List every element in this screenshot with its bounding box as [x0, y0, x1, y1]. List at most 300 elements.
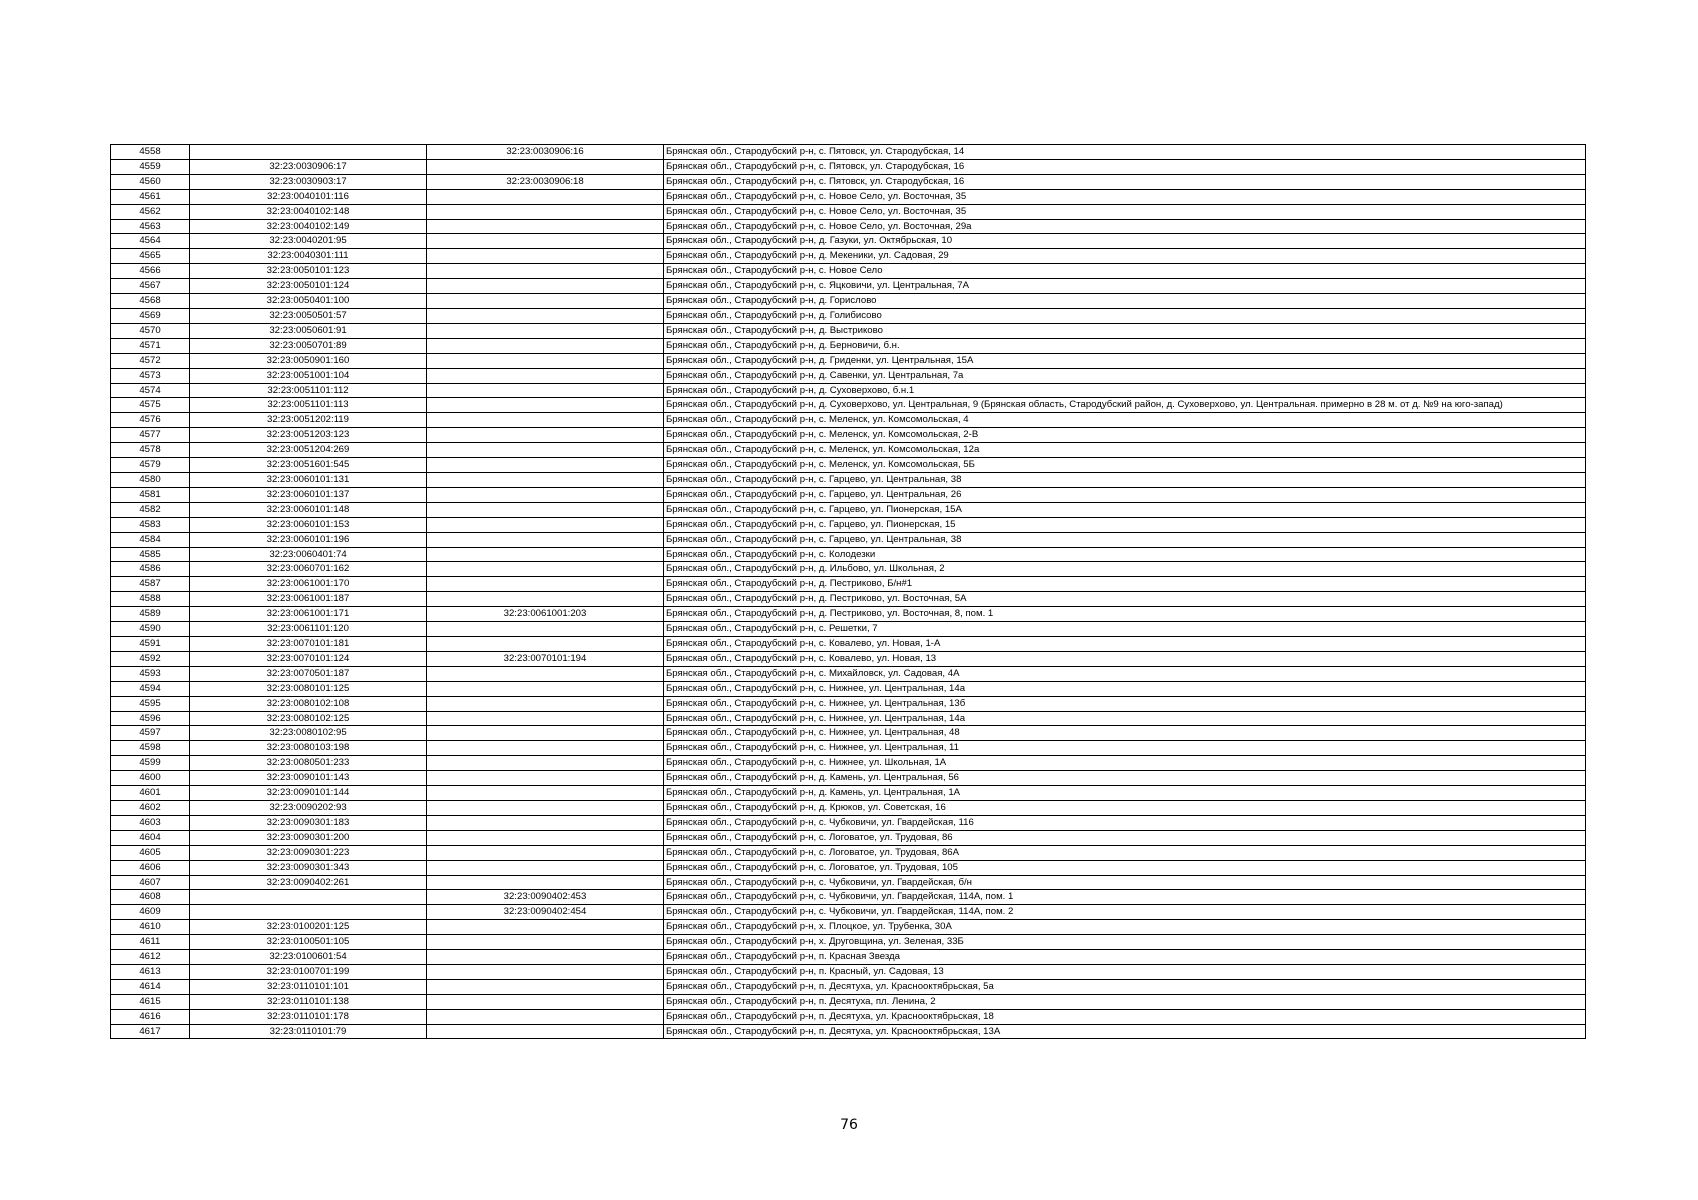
cadastral-number-cell: 32:23:0050601:91: [190, 323, 427, 338]
address-cell: Брянская обл., Стародубский р-н, с. Михайловск, ул. Садовая, 4А: [664, 666, 1586, 681]
table-row: [111, 950, 1586, 965]
row-number-cell: 4577: [111, 428, 190, 443]
row-number-cell: 4589: [111, 607, 190, 622]
row-number-cell: 4600: [111, 771, 190, 786]
cadastral-number-cell: 32:23:0061101:120: [190, 622, 427, 637]
row-number-cell: 4603: [111, 815, 190, 830]
cadastral-number-2-cell: 32:23:0061001:203: [427, 607, 664, 622]
cadastral-number-cell: 32:23:0051202:119: [190, 413, 427, 428]
address-cell: Брянская обл., Стародубский р-н, с. Нижнее, ул. Центральная, 14а: [664, 711, 1586, 726]
cadastral-number-2-cell: [427, 532, 664, 547]
cadastral-number-cell: 32:23:0070501:187: [190, 666, 427, 681]
registry-table-body: [111, 145, 1586, 1039]
row-number-cell: 4602: [111, 800, 190, 815]
row-number-cell: 4563: [111, 219, 190, 234]
cadastral-number-cell: 32:23:0051204:269: [190, 443, 427, 458]
table-row: [111, 443, 1586, 458]
table-row: [111, 353, 1586, 368]
cadastral-number-2-cell: 32:23:0090402:454: [427, 905, 664, 920]
row-number-cell: 4574: [111, 383, 190, 398]
row-number-cell: 4616: [111, 1009, 190, 1024]
row-number-cell: 4566: [111, 264, 190, 279]
table-row: [111, 1024, 1586, 1039]
address-cell: Брянская обл., Стародубский р-н, д. Пестриково, Б/н#1: [664, 577, 1586, 592]
cadastral-number-cell: [190, 905, 427, 920]
table-row: [111, 204, 1586, 219]
address-cell: Брянская обл., Стародубский р-н, д. Мекеники, ул. Садовая, 29: [664, 249, 1586, 264]
cadastral-number-2-cell: [427, 592, 664, 607]
cadastral-number-cell: 32:23:0080101:125: [190, 681, 427, 696]
row-number-cell: 4608: [111, 890, 190, 905]
table-row: [111, 681, 1586, 696]
cadastral-number-2-cell: [427, 473, 664, 488]
row-number-cell: 4609: [111, 905, 190, 920]
cadastral-number-cell: 32:23:0080501:233: [190, 756, 427, 771]
address-cell: Брянская обл., Стародубский р-н, д. Горислово: [664, 294, 1586, 309]
address-cell: Брянская обл., Стародубский р-н, п. Десятуха, пл. Ленина, 2: [664, 994, 1586, 1009]
table-row: [111, 517, 1586, 532]
registry-table: [110, 144, 1586, 1039]
row-number-cell: 4599: [111, 756, 190, 771]
cadastral-number-2-cell: [427, 681, 664, 696]
row-number-cell: 4582: [111, 502, 190, 517]
address-cell: Брянская обл., Стародубский р-н, с. Ковалево, ул. Новая, 1-А: [664, 637, 1586, 652]
table-row: [111, 994, 1586, 1009]
address-cell: Брянская обл., Стародубский р-н, с. Нижнее, ул. Центральная, 11: [664, 741, 1586, 756]
address-cell: Брянская обл., Стародубский р-н, с. Чубковичи, ул. Гвардейская, б/н: [664, 875, 1586, 890]
cadastral-number-2-cell: [427, 562, 664, 577]
cadastral-number-cell: 32:23:0080103:198: [190, 741, 427, 756]
cadastral-number-2-cell: [427, 786, 664, 801]
row-number-cell: 4564: [111, 234, 190, 249]
table-row: [111, 368, 1586, 383]
address-cell: Брянская обл., Стародубский р-н, с. Гарцево, ул. Пионерская, 15А: [664, 502, 1586, 517]
cadastral-number-2-cell: [427, 800, 664, 815]
row-number-cell: 4575: [111, 398, 190, 413]
table-row: [111, 622, 1586, 637]
table-row: [111, 398, 1586, 413]
cadastral-number-cell: 32:23:0050401:100: [190, 294, 427, 309]
cadastral-number-cell: 32:23:0100501:105: [190, 935, 427, 950]
row-number-cell: 4568: [111, 294, 190, 309]
page-number: 76: [840, 1117, 858, 1133]
cadastral-number-cell: 32:23:0040102:149: [190, 219, 427, 234]
address-cell: Брянская обл., Стародубский р-н, п. Красная Звезда: [664, 950, 1586, 965]
row-number-cell: 4612: [111, 950, 190, 965]
cadastral-number-2-cell: [427, 264, 664, 279]
cadastral-number-2-cell: [427, 920, 664, 935]
address-cell: Брянская обл., Стародубский р-н, д. Камень, ул. Центральная, 56: [664, 771, 1586, 786]
cadastral-number-cell: 32:23:0100201:125: [190, 920, 427, 935]
cadastral-number-2-cell: [427, 502, 664, 517]
cadastral-number-cell: 32:23:0070101:181: [190, 637, 427, 652]
cadastral-number-2-cell: [427, 159, 664, 174]
cadastral-number-cell: 32:23:0040101:116: [190, 189, 427, 204]
cadastral-number-2-cell: [427, 368, 664, 383]
cadastral-number-cell: 32:23:0090301:343: [190, 860, 427, 875]
table-row: [111, 771, 1586, 786]
table-row: [111, 696, 1586, 711]
cadastral-number-cell: 32:23:0050101:124: [190, 279, 427, 294]
row-number-cell: 4559: [111, 159, 190, 174]
cadastral-number-2-cell: [427, 428, 664, 443]
cadastral-number-2-cell: [427, 741, 664, 756]
row-number-cell: 4579: [111, 458, 190, 473]
cadastral-number-2-cell: [427, 994, 664, 1009]
address-cell: Брянская обл., Стародубский р-н, с. Нижнее, ул. Центральная, 48: [664, 726, 1586, 741]
table-row: [111, 413, 1586, 428]
address-cell: Брянская обл., Стародубский р-н, с. Пятовск, ул. Стародубская, 16: [664, 174, 1586, 189]
address-cell: Брянская обл., Стародубский р-н, с. Чубковичи, ул. Гвардейская, 114А, пом. 1: [664, 890, 1586, 905]
row-number-cell: 4597: [111, 726, 190, 741]
row-number-cell: 4558: [111, 145, 190, 160]
table-row: [111, 726, 1586, 741]
address-cell: Брянская обл., Стародубский р-н, с. Новое Село, ул. Восточная, 35: [664, 189, 1586, 204]
cadastral-number-2-cell: [427, 950, 664, 965]
table-row: [111, 905, 1586, 920]
cadastral-number-cell: 32:23:0051203:123: [190, 428, 427, 443]
address-cell: Брянская обл., Стародубский р-н, п. Десятуха, ул. Краснооктябрьская, 5а: [664, 979, 1586, 994]
row-number-cell: 4569: [111, 308, 190, 323]
cadastral-number-cell: 32:23:0061001:171: [190, 607, 427, 622]
address-cell: Брянская обл., Стародубский р-н, п. Десятуха, ул. Краснооктябрьская, 18: [664, 1009, 1586, 1024]
row-number-cell: 4584: [111, 532, 190, 547]
cadastral-number-2-cell: [427, 726, 664, 741]
cadastral-number-cell: 32:23:0040201:95: [190, 234, 427, 249]
cadastral-number-2-cell: [427, 308, 664, 323]
cadastral-number-cell: 32:23:0070101:124: [190, 651, 427, 666]
table-row: [111, 607, 1586, 622]
address-cell: Брянская обл., Стародубский р-н, с. Меленск, ул. Комсомольская, 4: [664, 413, 1586, 428]
table-row: [111, 815, 1586, 830]
table-row: [111, 830, 1586, 845]
table-row: [111, 279, 1586, 294]
address-cell: Брянская обл., Стародубский р-н, с. Меленск, ул. Комсомольская, 5Б: [664, 458, 1586, 473]
cadastral-number-2-cell: [427, 964, 664, 979]
cadastral-number-cell: 32:23:0090301:183: [190, 815, 427, 830]
address-cell: Брянская обл., Стародубский р-н, д. Пестриково, ул. Восточная, 8, пом. 1: [664, 607, 1586, 622]
row-number-cell: 4570: [111, 323, 190, 338]
table-row: [111, 920, 1586, 935]
cadastral-number-2-cell: 32:23:0090402:453: [427, 890, 664, 905]
row-number-cell: 4586: [111, 562, 190, 577]
cadastral-number-cell: 32:23:0110101:79: [190, 1024, 427, 1039]
address-cell: Брянская обл., Стародубский р-н, с. Меленск, ул. Комсомольская, 2-В: [664, 428, 1586, 443]
cadastral-number-2-cell: [427, 622, 664, 637]
row-number-cell: 4614: [111, 979, 190, 994]
cadastral-number-cell: 32:23:0061001:170: [190, 577, 427, 592]
table-row: [111, 741, 1586, 756]
address-cell: Брянская обл., Стародубский р-н, с. Гарцево, ул. Центральная, 26: [664, 487, 1586, 502]
address-cell: Брянская обл., Стародубский р-н, х. Друговщина, ул. Зеленая, 33Б: [664, 935, 1586, 950]
table-row: [111, 145, 1586, 160]
row-number-cell: 4615: [111, 994, 190, 1009]
table-row: [111, 458, 1586, 473]
table-row: [111, 964, 1586, 979]
cadastral-number-2-cell: [427, 413, 664, 428]
address-cell: Брянская обл., Стародубский р-н, с. Чубковичи, ул. Гвардейская, 114А, пом. 2: [664, 905, 1586, 920]
table-row: [111, 159, 1586, 174]
address-cell: Брянская обл., Стародубский р-н, с. Колодезки: [664, 547, 1586, 562]
address-cell: Брянская обл., Стародубский р-н, с. Новое Село, ул. Восточная, 29а: [664, 219, 1586, 234]
row-number-cell: 4576: [111, 413, 190, 428]
address-cell: Брянская обл., Стародубский р-н, х. Плоцкое, ул. Трубенка, 30А: [664, 920, 1586, 935]
cadastral-number-2-cell: [427, 204, 664, 219]
cadastral-number-2-cell: [427, 383, 664, 398]
row-number-cell: 4590: [111, 622, 190, 637]
cadastral-number-2-cell: 32:23:0030906:18: [427, 174, 664, 189]
cadastral-number-cell: 32:23:0060101:148: [190, 502, 427, 517]
table-row: [111, 875, 1586, 890]
table-row: [111, 845, 1586, 860]
table-row: [111, 473, 1586, 488]
row-number-cell: 4585: [111, 547, 190, 562]
cadastral-number-2-cell: [427, 637, 664, 652]
table-row: [111, 308, 1586, 323]
row-number-cell: 4571: [111, 338, 190, 353]
address-cell: Брянская обл., Стародубский р-н, с. Новое Село: [664, 264, 1586, 279]
table-row: [111, 323, 1586, 338]
cadastral-number-cell: 32:23:0061001:187: [190, 592, 427, 607]
address-cell: Брянская обл., Стародубский р-н, с. Пятовск, ул. Стародубская, 14: [664, 145, 1586, 160]
cadastral-number-cell: [190, 145, 427, 160]
cadastral-number-cell: 32:23:0060101:131: [190, 473, 427, 488]
address-cell: Брянская обл., Стародубский р-н, с. Логоватое, ул. Трудовая, 105: [664, 860, 1586, 875]
cadastral-number-2-cell: [427, 1024, 664, 1039]
address-cell: Брянская обл., Стародубский р-н, д. Суховерхово, ул. Центральная, 9 (Брянская область, Стародубский район, д. Суховерхово, ул. Центральная. примерно в 28 м. от д. №9 на юго-запад): [664, 398, 1586, 413]
table-row: [111, 800, 1586, 815]
cadastral-number-cell: 32:23:0110101:101: [190, 979, 427, 994]
table-row: [111, 547, 1586, 562]
row-number-cell: 4617: [111, 1024, 190, 1039]
table-row: [111, 294, 1586, 309]
cadastral-number-2-cell: [427, 666, 664, 681]
row-number-cell: 4594: [111, 681, 190, 696]
table-row: [111, 189, 1586, 204]
cadastral-number-2-cell: [427, 338, 664, 353]
table-row: [111, 637, 1586, 652]
cadastral-number-2-cell: [427, 875, 664, 890]
cadastral-number-2-cell: [427, 815, 664, 830]
table-row: [111, 651, 1586, 666]
cadastral-number-cell: 32:23:0080102:125: [190, 711, 427, 726]
table-row: [111, 338, 1586, 353]
cadastral-number-2-cell: [427, 279, 664, 294]
address-cell: Брянская обл., Стародубский р-н, с. Решетки, 7: [664, 622, 1586, 637]
row-number-cell: 4565: [111, 249, 190, 264]
row-number-cell: 4578: [111, 443, 190, 458]
row-number-cell: 4604: [111, 830, 190, 845]
cadastral-number-cell: 32:23:0100601:54: [190, 950, 427, 965]
table-row: [111, 935, 1586, 950]
row-number-cell: 4562: [111, 204, 190, 219]
table-row: [111, 249, 1586, 264]
table-row: [111, 562, 1586, 577]
cadastral-number-cell: 32:23:0060101:153: [190, 517, 427, 532]
cadastral-number-2-cell: [427, 234, 664, 249]
address-cell: Брянская обл., Стародубский р-н, д. Ильбово, ул. Школьная, 2: [664, 562, 1586, 577]
table-row: [111, 487, 1586, 502]
address-cell: Брянская обл., Стародубский р-н, д. Голибисово: [664, 308, 1586, 323]
cadastral-number-2-cell: 32:23:0070101:194: [427, 651, 664, 666]
table-row: [111, 1009, 1586, 1024]
row-number-cell: 4601: [111, 786, 190, 801]
cadastral-number-cell: 32:23:0030903:17: [190, 174, 427, 189]
cadastral-number-cell: 32:23:0050501:57: [190, 308, 427, 323]
cadastral-number-cell: 32:23:0060401:74: [190, 547, 427, 562]
table-row: [111, 592, 1586, 607]
address-cell: Брянская обл., Стародубский р-н, д. Гриденки, ул. Центральная, 15А: [664, 353, 1586, 368]
cadastral-number-2-cell: [427, 294, 664, 309]
address-cell: Брянская обл., Стародубский р-н, с. Нижнее, ул. Школьная, 1А: [664, 756, 1586, 771]
address-cell: Брянская обл., Стародубский р-н, п. Красный, ул. Садовая, 13: [664, 964, 1586, 979]
row-number-cell: 4572: [111, 353, 190, 368]
row-number-cell: 4606: [111, 860, 190, 875]
cadastral-number-2-cell: [427, 547, 664, 562]
row-number-cell: 4591: [111, 637, 190, 652]
cadastral-number-2-cell: [427, 979, 664, 994]
address-cell: Брянская обл., Стародубский р-н, д. Суховерхово, б.н.1: [664, 383, 1586, 398]
cadastral-number-cell: 32:23:0090301:200: [190, 830, 427, 845]
cadastral-number-cell: 32:23:0110101:178: [190, 1009, 427, 1024]
row-number-cell: 4592: [111, 651, 190, 666]
table-row: [111, 383, 1586, 398]
row-number-cell: 4595: [111, 696, 190, 711]
cadastral-number-cell: [190, 890, 427, 905]
cadastral-number-2-cell: [427, 219, 664, 234]
cadastral-number-2-cell: [427, 398, 664, 413]
cadastral-number-cell: 32:23:0080102:95: [190, 726, 427, 741]
address-cell: Брянская обл., Стародубский р-н, с. Нижнее, ул. Центральная, 14а: [664, 681, 1586, 696]
address-cell: Брянская обл., Стародубский р-н, с. Новое Село, ул. Восточная, 35: [664, 204, 1586, 219]
cadastral-number-cell: 32:23:0051001:104: [190, 368, 427, 383]
address-cell: Брянская обл., Стародубский р-н, с. Гарцево, ул. Центральная, 38: [664, 473, 1586, 488]
address-cell: Брянская обл., Стародубский р-н, с. Гарцево, ул. Пионерская, 15: [664, 517, 1586, 532]
address-cell: Брянская обл., Стародубский р-н, с. Ковалево, ул. Новая, 13: [664, 651, 1586, 666]
cadastral-number-2-cell: [427, 189, 664, 204]
cadastral-number-2-cell: [427, 458, 664, 473]
table-row: [111, 860, 1586, 875]
cadastral-number-cell: 32:23:0080102:108: [190, 696, 427, 711]
cadastral-number-2-cell: 32:23:0030906:16: [427, 145, 664, 160]
row-number-cell: 4605: [111, 845, 190, 860]
cadastral-number-cell: 32:23:0060701:162: [190, 562, 427, 577]
table-row: [111, 174, 1586, 189]
row-number-cell: 4560: [111, 174, 190, 189]
table-row: [111, 979, 1586, 994]
cadastral-number-cell: 32:23:0090301:223: [190, 845, 427, 860]
cadastral-number-cell: 32:23:0051101:113: [190, 398, 427, 413]
cadastral-number-2-cell: [427, 443, 664, 458]
row-number-cell: 4611: [111, 935, 190, 950]
row-number-cell: 4580: [111, 473, 190, 488]
address-cell: Брянская обл., Стародубский р-н, с. Логоватое, ул. Трудовая, 86: [664, 830, 1586, 845]
address-cell: Брянская обл., Стародубский р-н, с. Пятовск, ул. Стародубская, 16: [664, 159, 1586, 174]
row-number-cell: 4573: [111, 368, 190, 383]
row-number-cell: 4593: [111, 666, 190, 681]
address-cell: Брянская обл., Стародубский р-н, д. Савенки, ул. Центральная, 7а: [664, 368, 1586, 383]
address-cell: Брянская обл., Стародубский р-н, д. Выстриково: [664, 323, 1586, 338]
cadastral-number-2-cell: [427, 487, 664, 502]
address-cell: Брянская обл., Стародубский р-н, с. Яцковичи, ул. Центральная, 7А: [664, 279, 1586, 294]
row-number-cell: 4588: [111, 592, 190, 607]
address-cell: Брянская обл., Стародубский р-н, д. Крюков, ул. Советская, 16: [664, 800, 1586, 815]
cadastral-number-cell: 32:23:0090101:144: [190, 786, 427, 801]
cadastral-number-cell: 32:23:0090202:93: [190, 800, 427, 815]
row-number-cell: 4587: [111, 577, 190, 592]
cadastral-number-cell: 32:23:0040301:111: [190, 249, 427, 264]
cadastral-number-2-cell: [427, 711, 664, 726]
table-row: [111, 428, 1586, 443]
table-row: [111, 219, 1586, 234]
cadastral-number-2-cell: [427, 830, 664, 845]
table-row: [111, 234, 1586, 249]
address-cell: Брянская обл., Стародубский р-н, д. Пестриково, ул. Восточная, 5А: [664, 592, 1586, 607]
row-number-cell: 4607: [111, 875, 190, 890]
address-cell: Брянская обл., Стародубский р-н, с. Логоватое, ул. Трудовая, 86А: [664, 845, 1586, 860]
cadastral-number-cell: 32:23:0051601:545: [190, 458, 427, 473]
cadastral-number-cell: 32:23:0050701:89: [190, 338, 427, 353]
row-number-cell: 4613: [111, 964, 190, 979]
address-cell: Брянская обл., Стародубский р-н, д. Газуки, ул. Октябрьская, 10: [664, 234, 1586, 249]
cadastral-number-2-cell: [427, 756, 664, 771]
row-number-cell: 4583: [111, 517, 190, 532]
cadastral-number-2-cell: [427, 935, 664, 950]
cadastral-number-cell: 32:23:0050901:160: [190, 353, 427, 368]
cadastral-number-2-cell: [427, 860, 664, 875]
cadastral-number-cell: 32:23:0090101:143: [190, 771, 427, 786]
cadastral-number-cell: 32:23:0100701:199: [190, 964, 427, 979]
table-row: [111, 532, 1586, 547]
cadastral-number-cell: 32:23:0060101:137: [190, 487, 427, 502]
cadastral-number-2-cell: [427, 353, 664, 368]
cadastral-number-cell: 32:23:0090402:261: [190, 875, 427, 890]
cadastral-number-cell: 32:23:0110101:138: [190, 994, 427, 1009]
row-number-cell: 4567: [111, 279, 190, 294]
cadastral-number-cell: 32:23:0060101:196: [190, 532, 427, 547]
cadastral-number-2-cell: [427, 1009, 664, 1024]
address-cell: Брянская обл., Стародубский р-н, д. Берновичи, б.н.: [664, 338, 1586, 353]
table-row: [111, 786, 1586, 801]
table-row: [111, 890, 1586, 905]
address-cell: Брянская обл., Стародубский р-н, с. Меленск, ул. Комсомольская, 12а: [664, 443, 1586, 458]
cadastral-number-cell: 32:23:0030906:17: [190, 159, 427, 174]
table-row: [111, 577, 1586, 592]
cadastral-number-2-cell: [427, 323, 664, 338]
cadastral-number-2-cell: [427, 696, 664, 711]
address-cell: Брянская обл., Стародубский р-н, д. Камень, ул. Центральная, 1А: [664, 786, 1586, 801]
row-number-cell: 4610: [111, 920, 190, 935]
cadastral-number-cell: 32:23:0050101:123: [190, 264, 427, 279]
address-cell: Брянская обл., Стародубский р-н, п. Десятуха, ул. Краснооктябрьская, 13А: [664, 1024, 1586, 1039]
cadastral-number-2-cell: [427, 577, 664, 592]
cadastral-number-cell: 32:23:0040102:148: [190, 204, 427, 219]
cadastral-number-2-cell: [427, 249, 664, 264]
address-cell: Брянская обл., Стародубский р-н, с. Чубковичи, ул. Гвардейская, 116: [664, 815, 1586, 830]
cadastral-number-2-cell: [427, 517, 664, 532]
address-cell: Брянская обл., Стародубский р-н, с. Нижнее, ул. Центральная, 13б: [664, 696, 1586, 711]
table-row: [111, 264, 1586, 279]
row-number-cell: 4561: [111, 189, 190, 204]
cadastral-number-2-cell: [427, 771, 664, 786]
table-row: [111, 502, 1586, 517]
table-row: [111, 756, 1586, 771]
row-number-cell: 4598: [111, 741, 190, 756]
table-row: [111, 711, 1586, 726]
table-row: [111, 666, 1586, 681]
row-number-cell: 4596: [111, 711, 190, 726]
row-number-cell: 4581: [111, 487, 190, 502]
